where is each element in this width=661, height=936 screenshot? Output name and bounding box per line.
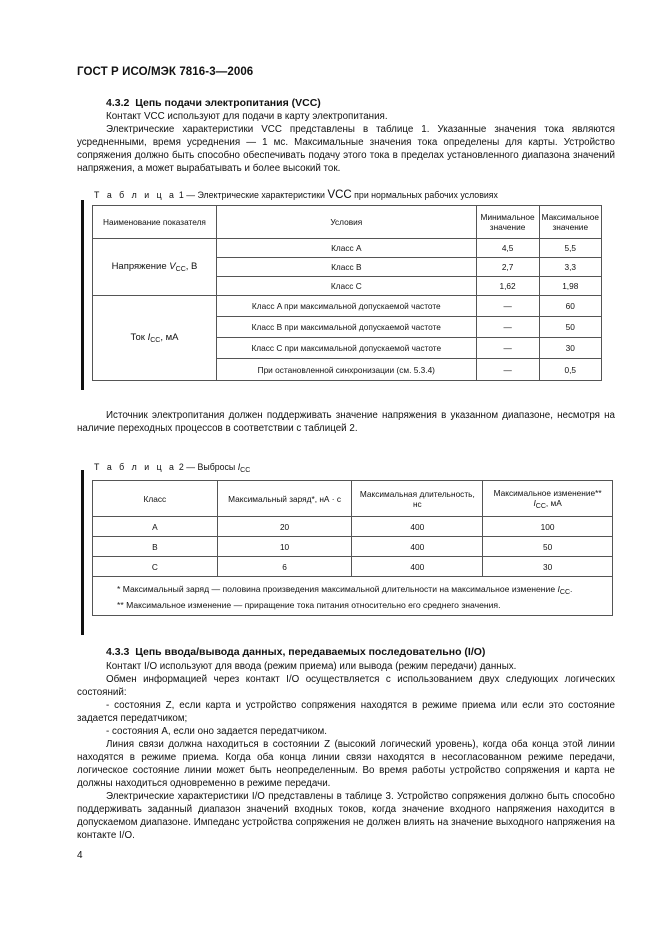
paragraph-power-source: Источник электропитания должен поддерживать значение напряжения в указанном диапазоне, несмотря на наличие переходных процессов в соответствии с таблицей 2. (77, 410, 615, 434)
table2-note-2: ** Максимальное изменение — приращение тока питания относительно его среднего значения. (117, 600, 501, 610)
table1-header-max: Максимальное значение (539, 206, 601, 239)
table2-charge: 20 (217, 517, 352, 537)
table1-min: 1,62 (476, 277, 539, 296)
table1-max: 1,98 (539, 277, 601, 296)
paragraph-vcc-characteristics: Электрические характеристики VCC представлены в таблице 1. Указанные значения тока являются усредненными, время усреднения — 1 мс. Максимальные значения тока определены для карты. Устройство сопряжения должно быть способно обеспечивать подачу этого тока в пределах установленного диапазона значений напряжения, а может вырабатывать и более высокий ток. (77, 124, 615, 174)
table2-notes (93, 577, 613, 616)
table2-change: 30 (483, 557, 613, 577)
table2-header-duration: Максимальная длительность, нс (352, 481, 483, 517)
table1-caption (94, 189, 498, 201)
table2-change: 100 (483, 517, 613, 537)
table2 (92, 480, 613, 616)
paragraph-io-intro: Контакт I/O используют для ввода (режим приема) или вывода (режим передачи) данных. (106, 661, 517, 672)
table1-caption-text: — Электрические характеристики (186, 190, 325, 200)
paragraph-io-states: Обмен информацией через контакт I/O осуществляется с использованием двух следующих логических состояний: (77, 674, 615, 698)
table1-max: 30 (539, 338, 601, 359)
table2-duration: 400 (352, 537, 483, 557)
section-number: 4.3.3 (106, 646, 130, 658)
table1-min: — (476, 296, 539, 317)
table2-duration: 400 (352, 557, 483, 577)
paragraph-io-characteristics: Электрические характеристики I/O представлены в таблице 3. Устройство сопряжения должно быть способно поддерживать заданный диапазон значений входных токов, когда значение входного напряжения находится в допускаемом диапазоне. Импеданс устройства сопряжения не должен влиять на значение выходного напряжения на контакте I/O. (77, 791, 615, 841)
table1-header-min: Минимальное значение (476, 206, 539, 239)
table1-cond: При остановленной синхронизации (см. 5.3.4) (216, 359, 476, 381)
paragraph-line-state: Линия связи должна находиться в состоянии Z (высокий логический уровень), когда оба конца этой линии находятся в режиме приема. Когда оба конца линии связи находятся в несогласованном режиме передачи, логическое состояние линии может быть неопределенным. Во время работы устройство сопряжения и карта не должны находиться одновременно в режиме передачи. (77, 739, 615, 789)
table1-min: — (476, 359, 539, 381)
table1-header-conditions: Условия (216, 206, 476, 239)
table2-caption-word: Т а б л и ц а (94, 462, 177, 472)
table1-cond: Класс A (216, 239, 476, 258)
table2-class: B (93, 537, 218, 557)
table-row (93, 537, 613, 557)
document-header: ГОСТ Р ИСО/МЭК 7816-3—2006 (77, 66, 254, 78)
table1-header-param: Наименование показателя (93, 206, 217, 239)
table2-duration: 400 (352, 517, 483, 537)
table1-caption-tail: при нормальных рабочих условиях (354, 190, 498, 200)
table2-class: A (93, 517, 218, 537)
table-row (93, 557, 613, 577)
table2-caption: Т а б л и ц а 2 — Выбросы $I_{CC}$ (94, 462, 251, 474)
table1-current-label: Ток $I_{CC}$, мА (93, 296, 217, 381)
table-row (93, 296, 602, 317)
section-title: Цепь подачи электропитания (VCC) (135, 97, 321, 109)
table1-max: 5,5 (539, 239, 601, 258)
table1-caption-vcc: VCC (327, 189, 352, 201)
table1-min: — (476, 317, 539, 338)
table2-header-class: Класс (93, 481, 218, 517)
table2-caption-number: 2 (178, 462, 184, 472)
table1-caption-word: Т а б л и ц а (94, 190, 177, 200)
section-heading-4-3-3 (106, 646, 485, 658)
table1 (92, 205, 602, 381)
table1-cond: Класс B (216, 258, 476, 277)
table1-caption-number: 1 (178, 190, 184, 200)
table2-change: 50 (483, 537, 613, 557)
table1-min: 2,7 (476, 258, 539, 277)
table2-class: C (93, 557, 218, 577)
section-heading-4-3-2 (106, 97, 321, 109)
table2-charge: 6 (217, 557, 352, 577)
list-item-state-z: - состояния Z, если карта и устройство сопряжения находятся в режиме приема или если это состояние задается передатчиком; (77, 700, 615, 724)
paragraph-vcc-intro: Контакт VCC используют для подачи в карту электропитания. (106, 111, 388, 122)
table1-voltage-label: Напряжение $V_{CC}$, В (93, 239, 217, 296)
table2-header-change: Максимальное изменение** $I_{CC}$, мА (483, 481, 613, 517)
table1-max: 3,3 (539, 258, 601, 277)
table1-max: 50 (539, 317, 601, 338)
table2-charge: 10 (217, 537, 352, 557)
section-title: Цепь ввода/вывода данных, передаваемых последовательно (I/O) (135, 646, 486, 658)
table2-caption-text: — Выбросы (186, 462, 236, 472)
table2-sidebar (81, 470, 84, 635)
table2-header-charge: Максимальный заряд*, нА · с (217, 481, 352, 517)
table2-note-1: * Максимальный заряд — половина произведения максимальной длительности на максимальное изменение $I_{CC}$. (117, 584, 573, 596)
table1-min: — (476, 338, 539, 359)
list-item-state-a: - состояния A, если оно задается передатчиком. (106, 726, 327, 737)
section-number: 4.3.2 (106, 97, 130, 109)
page-number: 4 (77, 850, 83, 861)
table2-caption-symbol: I (237, 462, 241, 472)
table1-sidebar (81, 200, 84, 390)
table1-cond: Класс A при максимальной допускаемой частоте (216, 296, 476, 317)
table1-cond: Класс B при максимальной допускаемой частоте (216, 317, 476, 338)
table1-cond: Класс C при максимальной допускаемой частоте (216, 338, 476, 359)
table1-cond: Класс C (216, 277, 476, 296)
table-row (93, 517, 613, 537)
table-row (93, 239, 602, 258)
table1-max: 60 (539, 296, 601, 317)
table1-max: 0,5 (539, 359, 601, 381)
table1-min: 4,5 (476, 239, 539, 258)
